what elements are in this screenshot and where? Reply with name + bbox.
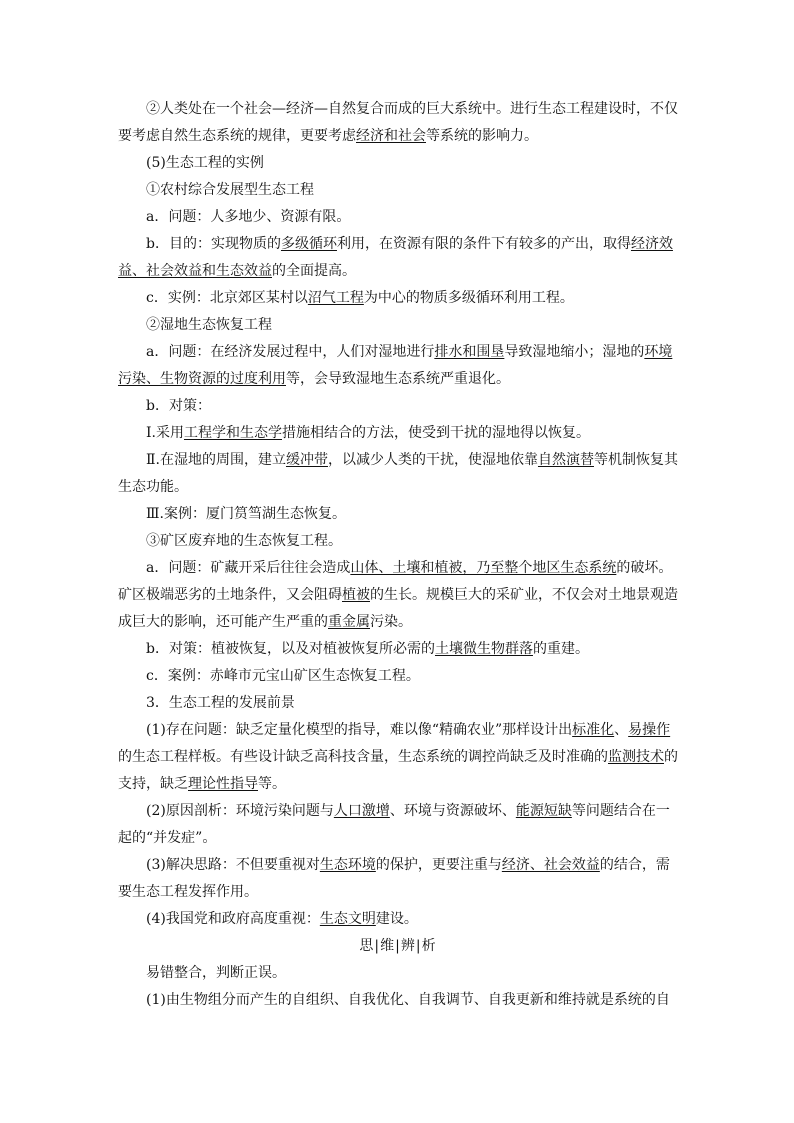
text: 利用，在资源有限的条件下有较多的产出，取得 [336,236,631,252]
paragraph-human-system [118,96,678,150]
text: 的生态工程样板。有些设计缺乏高科技含量，生态系统的调控尚缺乏及时准确的 [118,749,608,765]
underlined-answer: 生态文明 [319,911,376,927]
text: 、环境与资源破坏、 [389,803,516,819]
underlined-answer: 人口激增 [333,803,390,819]
underlined-answer: 多级循环 [280,236,337,252]
text: 等机制恢复其生态功能。 [118,452,678,495]
underlined-answer: 环境污染、生物资源的过度利用 [118,344,673,387]
paragraph-wetland-case: Ⅲ.案例：厦门筼筜湖生态恢复。 [146,506,346,522]
underlined-answer: 经济和社会 [356,128,426,144]
underlined-answer: 生态环境 [319,857,376,873]
text: 的全面提高。 [272,263,356,279]
text: Ⅰ.采用 [146,425,184,441]
text: c．实例：北京郊区某村以 [146,290,308,306]
text: 为中心的物质多级循环利用工程。 [363,290,574,306]
text: 的保护，更要注重与 [375,857,502,873]
paragraph-policy [118,906,678,933]
paragraph-wetland-measure-2 [118,447,678,501]
text: b．对策：植被恢复，以及对植被恢复所必需的 [146,641,435,657]
text: 导致湿地缩小；湿地的 [504,344,645,360]
underlined-answer: 土壤微生物群落 [434,641,533,657]
text: (3)解决思路：不但要重视对 [146,857,320,873]
underlined-answer: 自然演替 [537,452,594,468]
text: 措施相结合的方法，使受到干扰的湿地得以恢复。 [281,425,590,441]
underlined-answer: 植被 [342,587,370,603]
text: (4)我国党和政府高度重视： [146,911,320,927]
underlined-answer: 山体、土壤和植被，乃至整个地区生态系统 [350,560,617,576]
paragraph-rural-example [118,285,678,312]
subheading-rural: ①农村综合发展型生态工程 [146,182,314,198]
text: ，以减少人类的干扰，使湿地依靠 [327,452,538,468]
text: 建设。 [375,911,418,927]
underlined-answer: 重金属 [328,614,370,630]
underlined-answer: 经济、社会效益 [501,857,600,873]
text: 等，会导致湿地生态系统严重退化。 [286,371,510,387]
text: (2)原因剖析：环境污染问题与 [146,803,334,819]
section-heading-prospects: 3．生态工程的发展前景 [146,695,295,711]
text: ②人类处在一个社会—经济—自然复合而成的巨大系统中。进行生态工程建设时，不仅要考虑自然生态系统的规律，更要考虑 [118,101,678,144]
underlined-answer: 沼气工程 [307,290,364,306]
text: a．问题：矿藏开采后往往会造成 [146,560,351,576]
subheading-mine: ③矿区废弃地的生态恢复工程。 [146,533,342,549]
paragraph-wetland-measure-1 [118,420,678,447]
document-page [118,96,678,1014]
underlined-answer: 工程学和生态学 [183,425,282,441]
paragraph-wetland-problem [118,339,678,393]
section-heading-thinking: 思|维|辨|析 [359,938,437,954]
underlined-answer: 排水和围垦 [434,344,505,360]
underlined-answer: 易操作 [628,722,671,738]
underlined-answer: 理论性指导 [188,776,258,792]
text: 的破坏。矿区极端恶劣的土地条件，又会阻碍 [118,560,673,603]
text: a．问题：在经济发展过程中，人们对湿地进行 [146,344,435,360]
paragraph-mine-problem [118,555,678,636]
text: 等。 [258,776,286,792]
underlined-answer: 标准化 [572,722,615,738]
subheading-wetland: ②湿地生态恢复工程 [146,317,272,333]
section-heading-examples: (5)生态工程的实例 [146,155,264,171]
paragraph-rural-problem: a．问题：人多地少、资源有限。 [146,209,351,225]
paragraph-solutions [118,852,678,906]
text: 等问题结合在一起的“并发症”。 [118,803,670,846]
paragraph-mine-measures [118,636,678,663]
paragraph-problems [118,717,678,798]
underlined-answer: 缓冲带 [285,452,328,468]
text: b．目的：实现物质的 [146,236,281,252]
text: 的生长。规模巨大的采矿业，不仅会对土地景观造成巨大的影响，还可能产生严重的 [118,587,678,630]
text: Ⅱ.在湿地的周围，建立 [146,452,286,468]
text: 的支持，缺乏 [118,749,678,792]
paragraph-mine-case: c．案例：赤峰市元宝山矿区生态恢复工程。 [146,668,420,684]
underlined-answer: 能源短缺 [515,803,572,819]
text: (1)存在问题：缺乏定量化模型的指导，难以像“精确农业”那样设计出 [146,722,573,738]
paragraph-causes [118,798,678,852]
text: 等系统的影响力。 [426,128,538,144]
underlined-answer: 经济效益、社会效益和生态效益 [118,236,673,279]
paragraph-rural-goal [118,231,678,285]
paragraph-wetland-measures: b．对策： [146,398,211,414]
instruction-text: 易错整合，判断正误。 [146,965,286,981]
text: 的结合，需要生态工程发挥作用。 [118,857,670,900]
text: 污染。 [370,614,412,630]
question-1: (1)由生物组分而产生的自组织、自我优化、自我调节、自我更新和维持就是系统的自 [146,992,670,1008]
text: 、 [614,722,629,738]
text: 的重建。 [532,641,589,657]
underlined-answer: 监测技术 [608,749,664,765]
